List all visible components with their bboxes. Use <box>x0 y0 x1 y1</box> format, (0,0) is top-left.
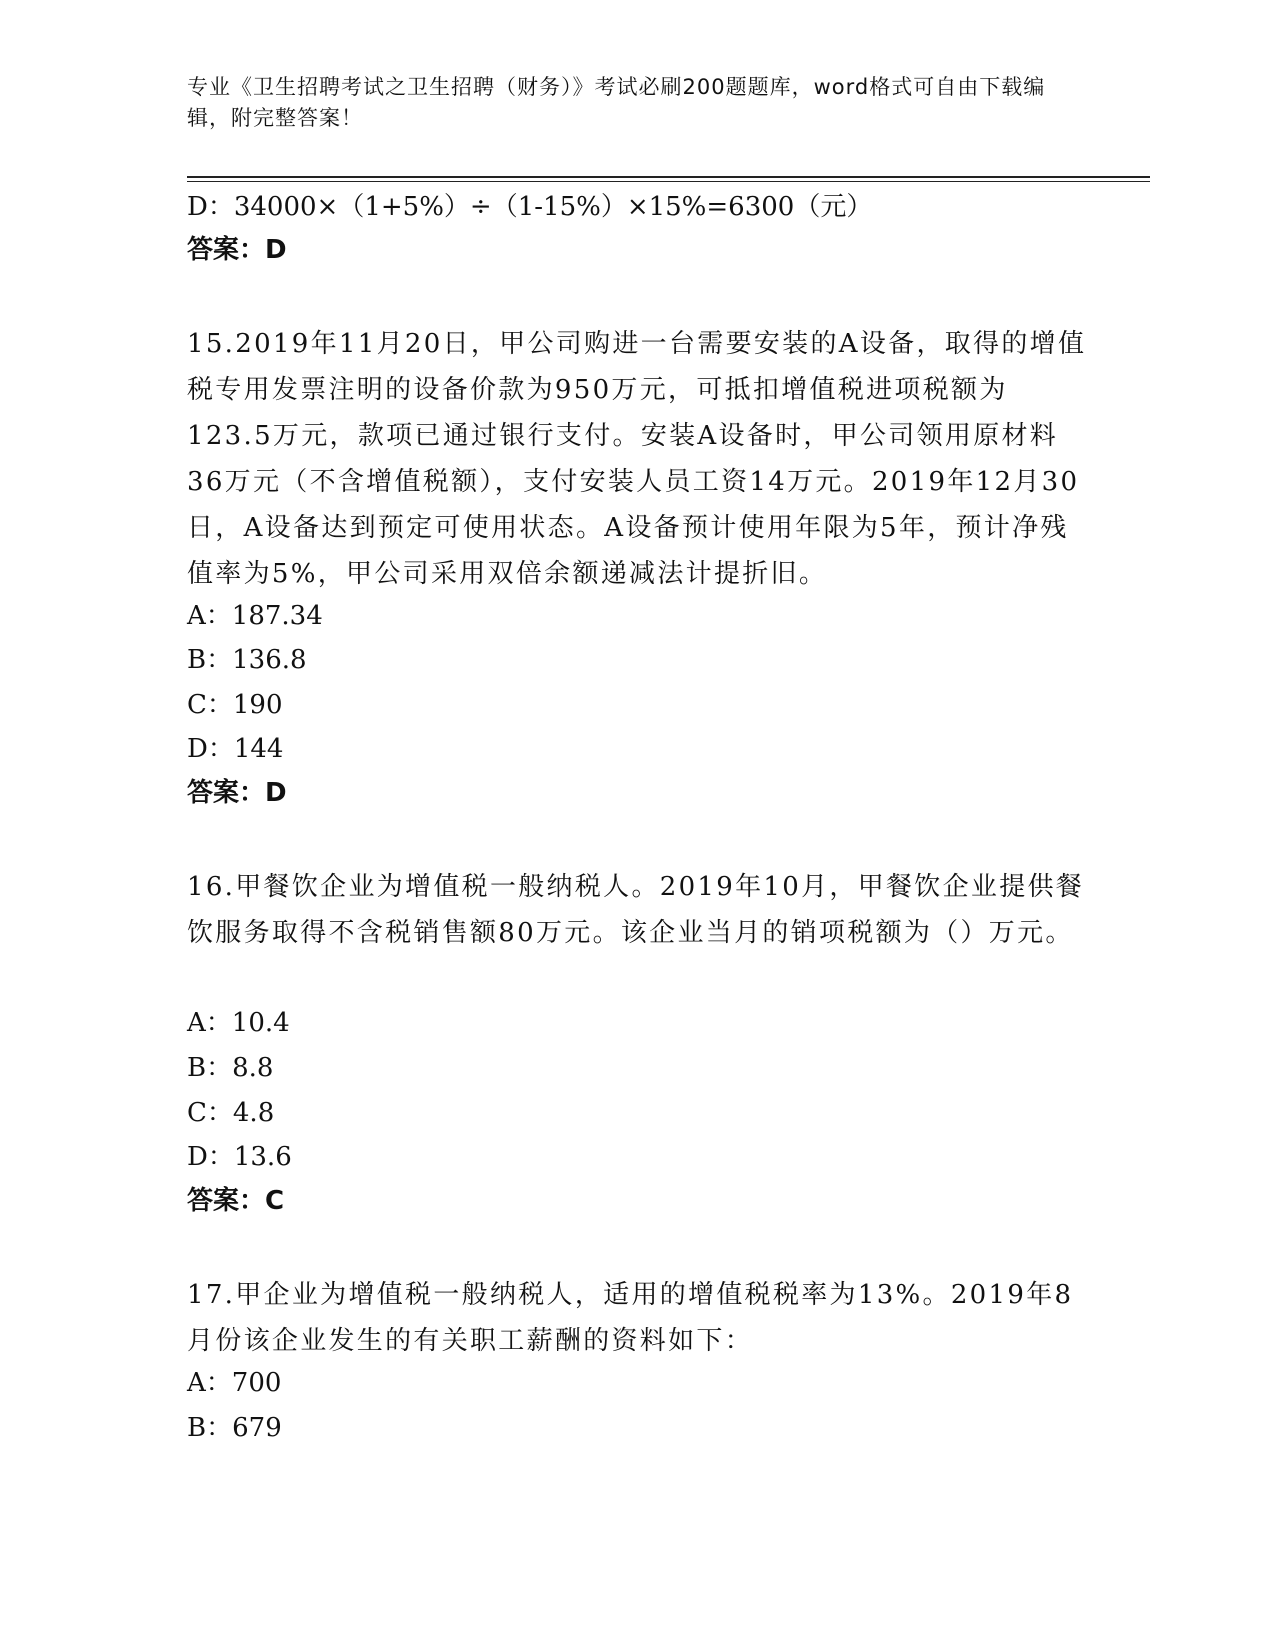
document-header-title: 专业《卫生招聘考试之卫生招聘（财务）》考试必刷200题题库，word格式可自由下载编辑，附完整答案！ <box>187 75 1046 130</box>
header-rule-thin <box>187 181 1150 182</box>
q15-option-d: D：144 <box>187 734 284 764</box>
header-rule-thick <box>187 176 1150 178</box>
q16-option-c: C：4.8 <box>187 1098 275 1128</box>
q15-option-b: B：136.8 <box>187 645 307 675</box>
q17-option-a: A：700 <box>187 1368 282 1398</box>
q16-option-a: A：10.4 <box>187 1008 290 1038</box>
q15-option-a: A：187.34 <box>187 601 323 631</box>
q17-stem: 17.甲企业为增值税一般纳税人，适用的增值税税率为13%。2019年8月份该企业发生的有关职工薪酬的资料如下： <box>187 1280 1074 1356</box>
q17-option-b: B：679 <box>187 1413 282 1443</box>
q15-option-c: C：190 <box>187 690 283 720</box>
q16-option-d: D：13.6 <box>187 1142 292 1172</box>
q14-answer: 答案：D <box>187 235 287 265</box>
q16-answer: 答案：C <box>187 1186 285 1216</box>
q14-option-d: D：34000×（1+5%）÷（1-15%）×15%=6300（元） <box>187 192 873 222</box>
q16-option-b: B：8.8 <box>187 1053 274 1083</box>
q15-answer: 答案：D <box>187 778 287 808</box>
q16-stem: 16.甲餐饮企业为增值税一般纳税人。2019年10月，甲餐饮企业提供餐饮服务取得不含税销售额80万元。该企业当月的销项税额为（）万元。 <box>187 872 1085 948</box>
q15-stem: 15.2019年11月20日，甲公司购进一台需要安装的A设备，取得的增值税专用发票注明的设备价款为950万元，可抵扣增值税进项税额为123.5万元，款项已通过银行支付。安装A设备时，甲公司领用原材料36万元（不含增值税额），支付安装人员工资14万元。2019年12月30日，A设备达到预定可使用状态。A设备预计使用年限为5年，预计净残值率为5%，甲公司采用双倍余额递减法计提折旧。 <box>187 329 1087 589</box>
